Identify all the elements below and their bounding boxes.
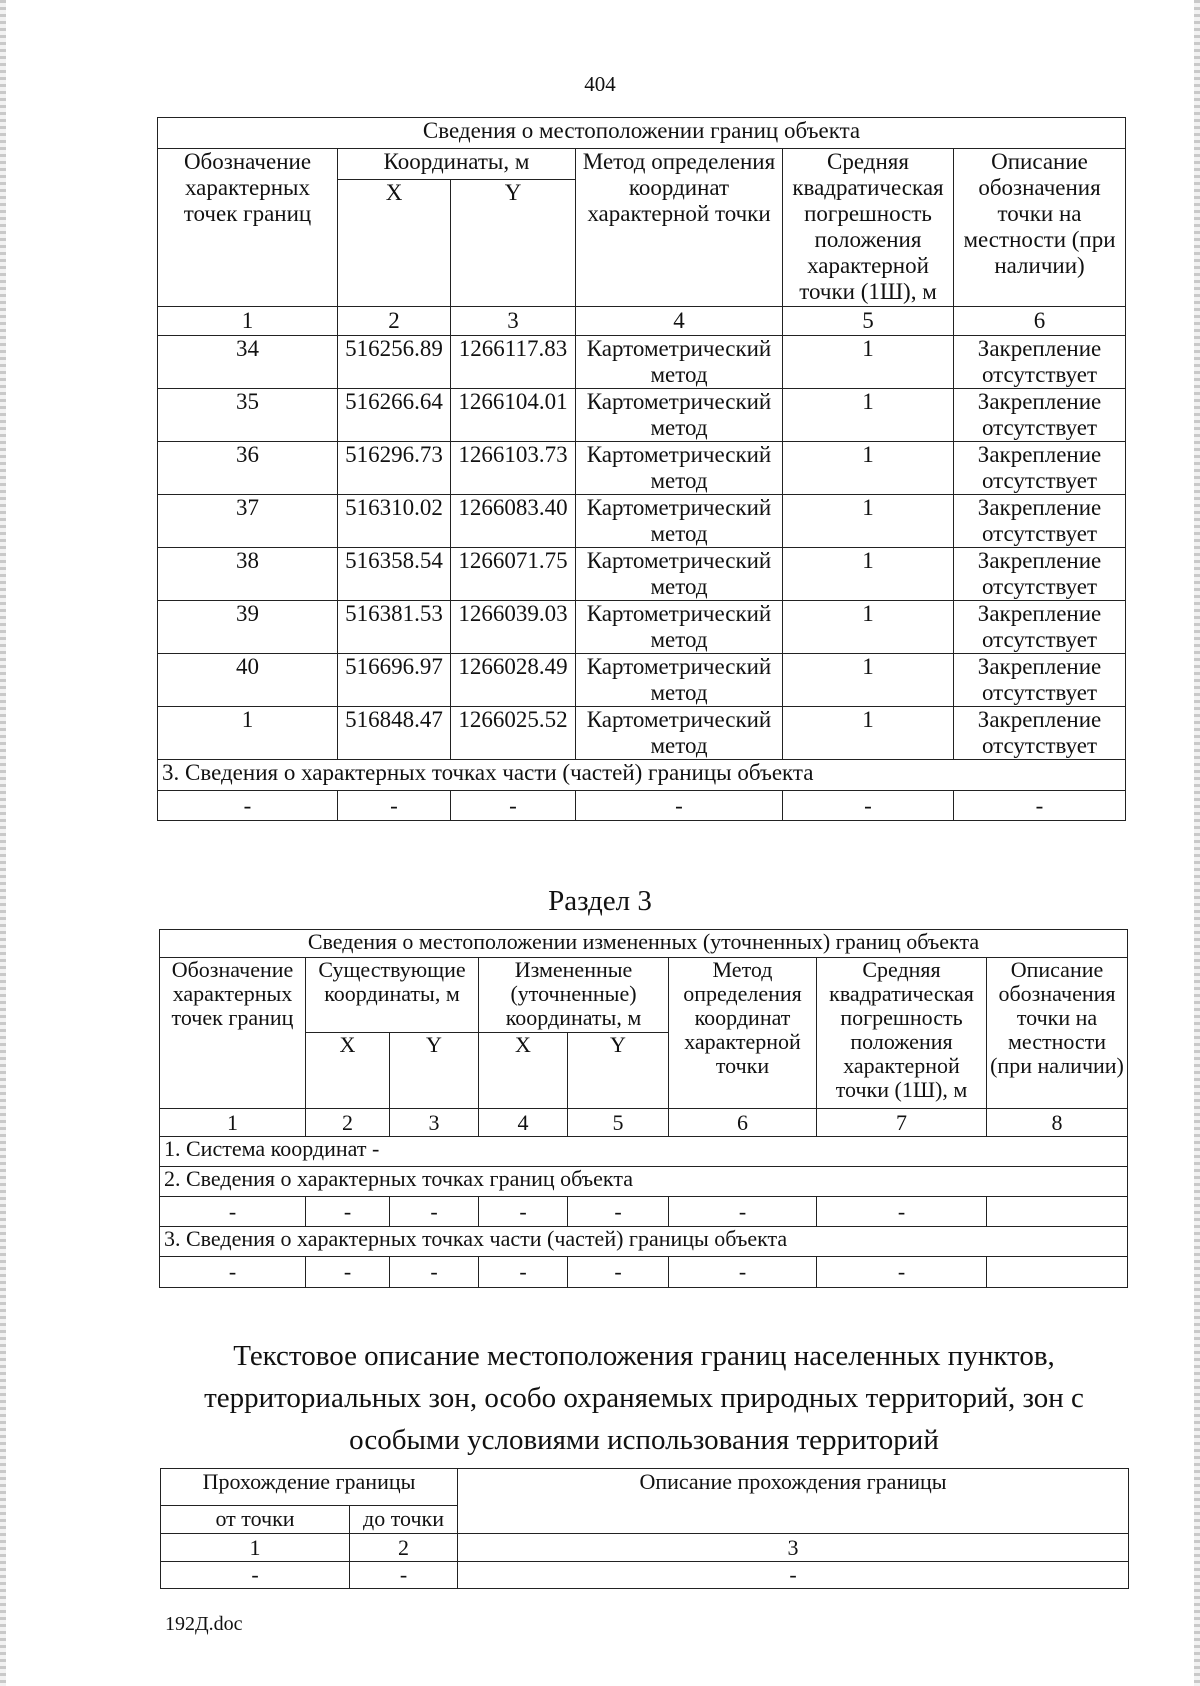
error-cell: 1 <box>783 389 954 442</box>
table-row <box>158 548 1126 601</box>
boundary-passage-table <box>160 1468 1129 1589</box>
table-cell: - <box>338 791 451 821</box>
x-cell: 516310.02 <box>338 495 451 548</box>
header-x: X <box>338 180 451 307</box>
header-y: Y <box>451 180 576 307</box>
table-cell <box>987 1197 1128 1227</box>
column-number: 1 <box>160 1109 306 1137</box>
table-cell: - <box>160 1257 306 1288</box>
column-number: 3 <box>390 1109 479 1137</box>
method-cell: Картометрический метод <box>576 654 783 707</box>
point-cell: 38 <box>158 548 338 601</box>
description-cell: Закрепление отсутствует <box>954 654 1126 707</box>
document-filename: 192Д.doc <box>165 1613 243 1635</box>
column-number: 6 <box>669 1109 817 1137</box>
y-cell: 1266117.83 <box>451 336 576 389</box>
part-section-label: 3. Сведения о характерных точках части (частей) границы объекта <box>158 760 1126 791</box>
section-title: Раздел 3 <box>548 885 652 917</box>
error-cell: 1 <box>783 654 954 707</box>
header-error: Средняя квадратическая погрешность положения характерной точки (1Ш), м <box>817 958 987 1109</box>
table-cell: - <box>306 1257 390 1288</box>
table-cell: - <box>783 791 954 821</box>
points-row <box>160 1197 1128 1227</box>
method-cell: Картометрический метод <box>576 707 783 760</box>
text-description-heading: Текстовое описание местоположения границ населенных пунктов, территориальных зон, особо охраняемых природных территорий, зон с особыми условиями использования территорий <box>204 1340 1084 1456</box>
column-numbers-row <box>160 1109 1128 1137</box>
table-cell: - <box>390 1197 479 1227</box>
header-existing-x: X <box>306 1033 390 1109</box>
point-cell: 39 <box>158 601 338 654</box>
column-numbers-row <box>161 1534 1129 1562</box>
x-cell: 516296.73 <box>338 442 451 495</box>
error-cell: 1 <box>783 442 954 495</box>
x-cell: 516381.53 <box>338 601 451 654</box>
header-method: Метод определения координат характерной точки <box>669 958 817 1109</box>
table-title: Сведения о местоположении границ объекта <box>158 118 1126 149</box>
description-cell: Закрепление отсутствует <box>954 336 1126 389</box>
y-cell: 1266025.52 <box>451 707 576 760</box>
error-cell: 1 <box>783 707 954 760</box>
table-title: Сведения о местоположении измененных (уточненных) границ объекта <box>160 930 1128 958</box>
column-number: 2 <box>306 1109 390 1137</box>
header-existing-y: Y <box>390 1033 479 1109</box>
header-changed-y: Y <box>568 1033 669 1109</box>
table-cell: - <box>390 1257 479 1288</box>
coord-system-label: 1. Система координат - <box>160 1137 1128 1167</box>
header-description: Описание обозначения точки на местности (при наличии) <box>954 149 1126 307</box>
header-to-point: до точки <box>350 1506 458 1534</box>
header-description: Описание прохождения границы <box>458 1469 1129 1534</box>
table-cell: - <box>669 1257 817 1288</box>
header-description: Описание обозначения точки на местности (при наличии) <box>987 958 1128 1109</box>
data-row <box>161 1562 1129 1589</box>
table-row <box>158 654 1126 707</box>
method-cell: Картометрический метод <box>576 442 783 495</box>
table-row <box>158 442 1126 495</box>
header-method: Метод определения координат характерной точки <box>576 149 783 307</box>
column-number: 1 <box>161 1534 350 1562</box>
header-error: Средняя квадратическая погрешность положения характерной точки (1Ш), м <box>783 149 954 307</box>
boundary-points-table <box>157 117 1126 821</box>
header-coordinates: Координаты, м <box>338 149 576 180</box>
table-cell <box>987 1257 1128 1288</box>
table-cell: - <box>451 791 576 821</box>
table-row <box>158 601 1126 654</box>
column-number: 2 <box>338 307 451 336</box>
table-cell: - <box>350 1562 458 1589</box>
column-number: 3 <box>458 1534 1129 1562</box>
changed-boundaries-table <box>159 929 1128 1288</box>
table-cell: - <box>458 1562 1129 1589</box>
point-cell: 40 <box>158 654 338 707</box>
column-numbers-row <box>158 307 1126 336</box>
column-number: 2 <box>350 1534 458 1562</box>
x-cell: 516266.64 <box>338 389 451 442</box>
method-cell: Картометрический метод <box>576 601 783 654</box>
column-number: 7 <box>817 1109 987 1137</box>
column-number: 4 <box>479 1109 568 1137</box>
description-cell: Закрепление отсутствует <box>954 495 1126 548</box>
part-row <box>158 791 1126 821</box>
column-number: 4 <box>576 307 783 336</box>
table-cell: - <box>669 1197 817 1227</box>
column-number: 3 <box>451 307 576 336</box>
table-cell: - <box>954 791 1126 821</box>
y-cell: 1266104.01 <box>451 389 576 442</box>
table-cell: - <box>576 791 783 821</box>
table-cell: - <box>568 1197 669 1227</box>
table-cell: - <box>160 1197 306 1227</box>
column-number: 5 <box>568 1109 669 1137</box>
table-row <box>158 336 1126 389</box>
table-cell: - <box>161 1562 350 1589</box>
error-cell: 1 <box>783 495 954 548</box>
column-number: 5 <box>783 307 954 336</box>
header-existing-coords: Существующие координаты, м <box>306 958 479 1033</box>
error-cell: 1 <box>783 548 954 601</box>
y-cell: 1266071.75 <box>451 548 576 601</box>
points-body <box>158 336 1126 760</box>
description-cell: Закрепление отсутствует <box>954 389 1126 442</box>
method-cell: Картометрический метод <box>576 336 783 389</box>
x-cell: 516848.47 <box>338 707 451 760</box>
y-cell: 1266039.03 <box>451 601 576 654</box>
description-cell: Закрепление отсутствует <box>954 548 1126 601</box>
table-row <box>158 495 1126 548</box>
table-cell: - <box>158 791 338 821</box>
table-row <box>158 707 1126 760</box>
x-cell: 516358.54 <box>338 548 451 601</box>
table-cell: - <box>479 1257 568 1288</box>
header-changed-coords: Измененные (уточненные) координаты, м <box>479 958 669 1033</box>
point-cell: 34 <box>158 336 338 389</box>
column-number: 6 <box>954 307 1126 336</box>
scan-edge-left <box>0 0 6 1686</box>
header-passage: Прохождение границы <box>161 1469 458 1506</box>
point-cell: 1 <box>158 707 338 760</box>
point-cell: 35 <box>158 389 338 442</box>
part-row <box>160 1257 1128 1288</box>
description-cell: Закрепление отсутствует <box>954 707 1126 760</box>
error-cell: 1 <box>783 601 954 654</box>
method-cell: Картометрический метод <box>576 389 783 442</box>
description-cell: Закрепление отсутствует <box>954 442 1126 495</box>
table-cell: - <box>306 1197 390 1227</box>
scan-edge-right <box>1194 0 1200 1686</box>
column-number: 1 <box>158 307 338 336</box>
header-designation: Обозначение характерных точек границ <box>160 958 306 1109</box>
y-cell: 1266083.40 <box>451 495 576 548</box>
part-section-label: 3. Сведения о характерных точках части (частей) границы объекта <box>160 1227 1128 1257</box>
table-row <box>158 389 1126 442</box>
method-cell: Картометрический метод <box>576 495 783 548</box>
header-from-point: от точки <box>161 1506 350 1534</box>
point-cell: 36 <box>158 442 338 495</box>
x-cell: 516696.97 <box>338 654 451 707</box>
point-cell: 37 <box>158 495 338 548</box>
header-changed-x: X <box>479 1033 568 1109</box>
error-cell: 1 <box>783 336 954 389</box>
y-cell: 1266103.73 <box>451 442 576 495</box>
points-section-label: 2. Сведения о характерных точках границ объекта <box>160 1167 1128 1197</box>
table-cell: - <box>568 1257 669 1288</box>
x-cell: 516256.89 <box>338 336 451 389</box>
method-cell: Картометрический метод <box>576 548 783 601</box>
description-cell: Закрепление отсутствует <box>954 601 1126 654</box>
y-cell: 1266028.49 <box>451 654 576 707</box>
table-cell: - <box>479 1197 568 1227</box>
table-cell: - <box>817 1197 987 1227</box>
header-designation: Обозначение характерных точек границ <box>158 149 338 307</box>
table-cell: - <box>817 1257 987 1288</box>
page-number: 404 <box>584 72 616 96</box>
column-number: 8 <box>987 1109 1128 1137</box>
